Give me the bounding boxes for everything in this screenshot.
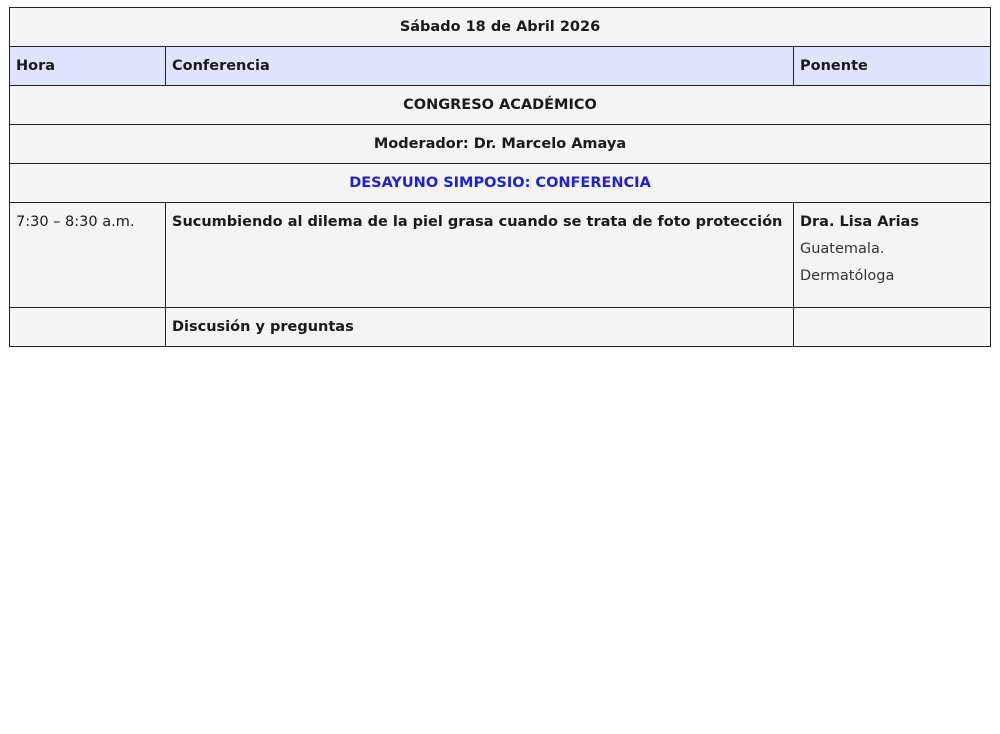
header-ponente: Ponente bbox=[794, 47, 991, 86]
congress-title: CONGRESO ACADÉMICO bbox=[10, 86, 991, 125]
discussion-time bbox=[10, 308, 166, 347]
discussion-title: Discusión y preguntas bbox=[166, 308, 794, 347]
moderator-row bbox=[10, 125, 991, 164]
schedule-date: Sábado 18 de Abril 2026 bbox=[10, 8, 991, 47]
talk-speaker bbox=[794, 203, 991, 308]
talk-time: 7:30 – 8:30 a.m. bbox=[10, 203, 166, 308]
speaker-name: Dra. Lisa Arias bbox=[800, 214, 919, 230]
header-hora: Hora bbox=[10, 47, 166, 86]
table-row bbox=[10, 308, 991, 347]
speaker-country: Guatemala. bbox=[800, 241, 885, 257]
date-row bbox=[10, 8, 991, 47]
header-row bbox=[10, 47, 991, 86]
session-row bbox=[10, 164, 991, 203]
speaker-role: Dermatóloga bbox=[800, 268, 895, 284]
talk-title: Sucumbiendo al dilema de la piel grasa cuando se trata de foto protección bbox=[166, 203, 794, 308]
table-row bbox=[10, 203, 991, 308]
moderator-text: Moderador: Dr. Marcelo Amaya bbox=[10, 125, 991, 164]
schedule-table bbox=[9, 7, 991, 347]
header-conferencia: Conferencia bbox=[166, 47, 794, 86]
discussion-speaker bbox=[794, 308, 991, 347]
session-title: DESAYUNO SIMPOSIO: CONFERENCIA bbox=[10, 164, 991, 203]
congress-row bbox=[10, 86, 991, 125]
